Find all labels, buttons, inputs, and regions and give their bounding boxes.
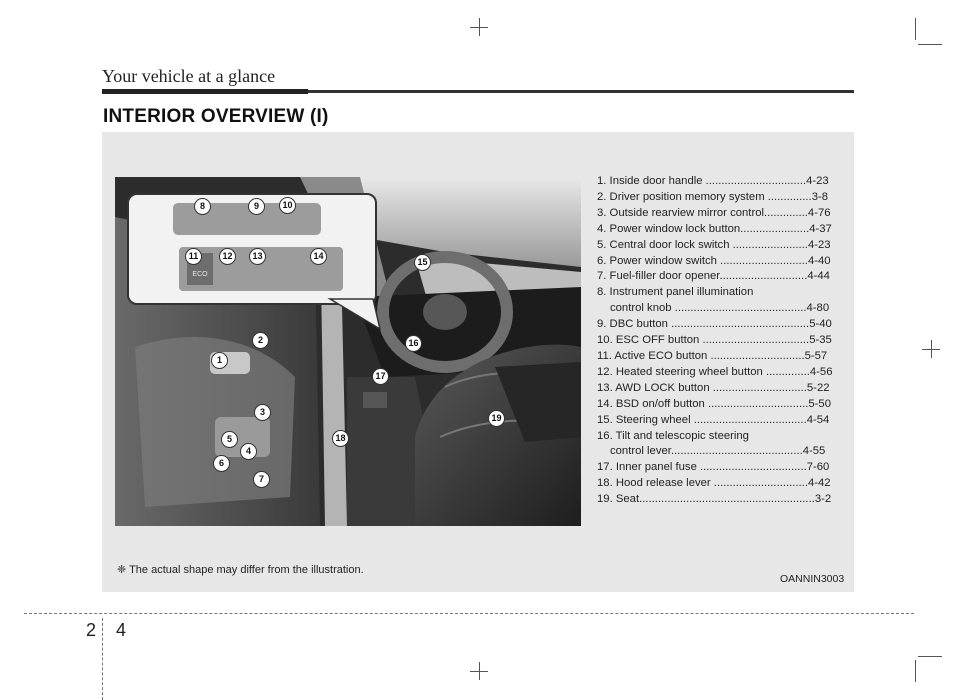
marker-16: 16	[405, 335, 422, 352]
marker-3: 3	[254, 404, 271, 421]
marker-11: 11	[185, 248, 202, 265]
legend-item-16: 16. Tilt and telescopic steering	[597, 429, 749, 442]
marker-4: 4	[240, 443, 257, 460]
legend-item-4: 4. Power window lock button......................4-37	[597, 222, 832, 235]
legend-item-14: 14. BSD on/off button ................................5-50	[597, 397, 832, 410]
crop-mark-bottom-center-h	[470, 671, 488, 672]
interior-illustration	[115, 177, 581, 526]
illustration-note: ❈ The actual shape may differ from the illustration.	[117, 564, 364, 576]
legend-item-1: 1. Inside door handle ................................4-23	[597, 175, 829, 187]
legend-item-7: 7. Fuel-filler door opener............................4-44	[597, 270, 830, 283]
legend-item-15: 15. Steering wheel ....................................4-54	[597, 413, 830, 426]
illustration-code: OANNIN3003	[780, 573, 845, 585]
marker-12: 12	[219, 248, 236, 265]
page-number: 4	[116, 620, 127, 640]
marker-9: 9	[248, 198, 265, 215]
crop-mark-bottom-right-h	[918, 656, 942, 657]
header-title: Your vehicle at a glance	[102, 66, 276, 86]
marker-5: 5	[221, 431, 238, 448]
marker-6: 6	[213, 455, 230, 472]
marker-2: 2	[252, 332, 269, 349]
legend-item-5: 5. Central door lock switch ........................4-23	[597, 238, 831, 251]
legend-item-8: 8. Instrument panel illumination	[597, 286, 754, 299]
legend-item-3: 3. Outside rearview mirror control..............4-76	[597, 206, 831, 219]
legend-item-19: 19. Seat........................................................3-2	[597, 493, 832, 506]
legend-item-12: 12. Heated steering wheel button ..............4-56	[597, 365, 833, 378]
section-title: INTERIOR OVERVIEW (I)	[103, 106, 329, 127]
marker-19: 19	[488, 410, 505, 427]
legend-item-8-cont: control knob ..........................................4-80	[610, 302, 830, 315]
marker-17: 17	[372, 368, 389, 385]
crop-mark-top-right-h	[918, 44, 942, 45]
crop-mark-top-right	[915, 18, 916, 40]
marker-8: 8	[194, 198, 211, 215]
marker-1: 1	[211, 352, 228, 369]
legend-item-16-cont: control lever..........................................4-55	[610, 445, 826, 458]
chapter-number: 2	[86, 620, 97, 640]
legend-item-2: 2. Driver position memory system ..............3-8	[597, 190, 829, 203]
legend-item-10: 10. ESC OFF button ..................................5-35	[597, 334, 832, 347]
header-rule-accent	[102, 89, 308, 94]
footer-rule	[24, 613, 914, 614]
legend-item-13: 13. AWD LOCK button ..............................5-22	[597, 381, 830, 394]
marker-18: 18	[332, 430, 349, 447]
callout-pointer	[115, 177, 581, 526]
component-legend	[597, 174, 841, 508]
marker-13: 13	[249, 248, 266, 265]
marker-14: 14	[310, 248, 327, 265]
eco-label: ECO	[192, 271, 208, 278]
crop-mark-bottom-right	[915, 660, 916, 682]
legend-item-11: 11. Active ECO button ..............................5-57	[597, 349, 828, 362]
legend-item-18: 18. Hood release lever ..............................4-42	[597, 477, 831, 490]
crop-mark-right-middle-h	[922, 349, 940, 350]
page-number-divider	[102, 618, 103, 700]
marker-10: 10	[279, 197, 296, 214]
legend-item-9: 9. DBC button ............................................5-40	[597, 318, 832, 331]
marker-7: 7	[253, 471, 270, 488]
legend-item-17: 17. Inner panel fuse ..................................7-60	[597, 461, 830, 474]
crop-mark-top-center-h	[470, 27, 488, 28]
marker-15: 15	[414, 254, 431, 271]
legend-item-6: 6. Power window switch ............................4-40	[597, 254, 831, 267]
